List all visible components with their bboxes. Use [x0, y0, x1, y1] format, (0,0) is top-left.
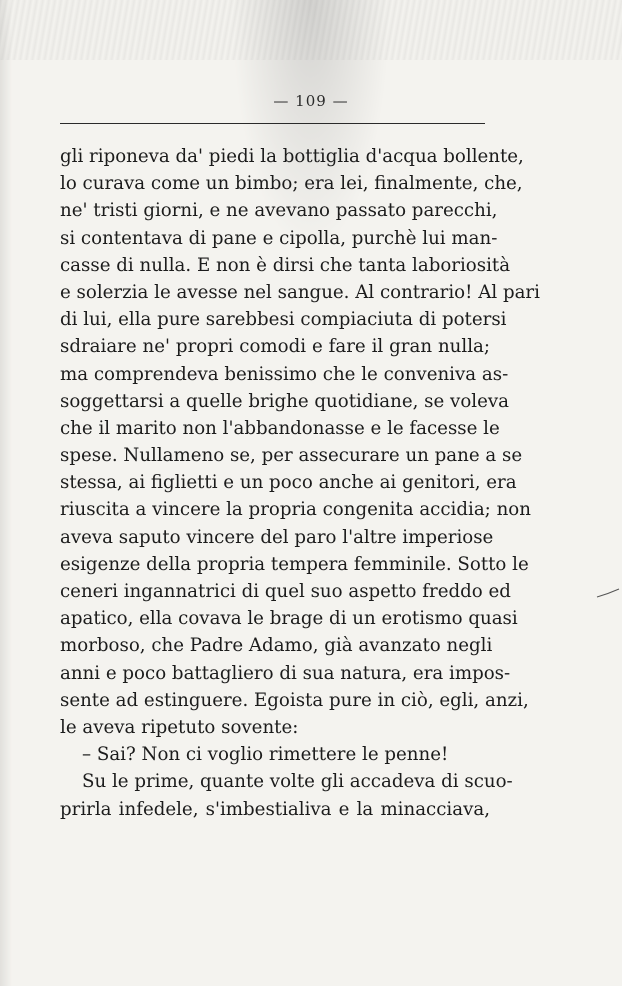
text-line: Su le prime, quante volte gli accadeva di scuo- [82, 771, 513, 793]
text-line: ceneri ingannatrici di quel suo aspetto freddo ed [60, 581, 511, 602]
body-text [60, 143, 540, 823]
scan-shadow [0, 0, 622, 60]
text-line: ne' tristi giorni, e ne avevano passato parecchi, [60, 200, 498, 222]
text-line: si contentava di pane e cipolla, purchè lui man- [60, 227, 498, 249]
text-line: prirla infedele, s'imbestialiva e la minacciava, [60, 798, 490, 820]
text-line: sdraiare ne' propri comodi e fare il gran nulla; [60, 336, 490, 358]
text-line: anni e poco battagliero di sua natura, era impos- [60, 662, 511, 684]
text-line: morboso, che Padre Adamo, già avanzato negli [60, 635, 493, 657]
text-line: casse di nulla. E non è dirsi che tanta laboriosità [60, 254, 511, 276]
text-line: che il marito non l'abbandonasse e le facesse le [60, 417, 500, 439]
text-line: le aveva ripetuto sovente: [60, 716, 299, 738]
text-line: gli riponeva da' piedi la bottiglia d'acqua bollente, [60, 146, 524, 167]
text-line: soggettarsi a quelle brighe quotidiane, se voleva [60, 390, 509, 412]
text-line: lo curava come un bimbo; era lei, finalmente, che, [60, 173, 523, 195]
text-line: spese. Nullameno se, per assecurare un pane a se [60, 445, 523, 467]
text-line: esigenze della propria tempera femminile. Sotto le [60, 553, 529, 575]
text-line: di lui, ella pure sarebbesi compiaciuta di potersi [60, 309, 507, 331]
text-line: stessa, ai figlietti e un poco anche ai genitori, era [60, 472, 517, 494]
text-line: e solerzia le avesse nel sangue. Al contrario! Al pari [60, 281, 540, 303]
page-number: — 109 — [273, 92, 349, 110]
dialogue-line: – Sai? Non ci voglio rimettere le penne! [82, 744, 449, 766]
text-line: riuscita a vincere la propria congenita accidia; non [60, 499, 531, 521]
text-line: apatico, ella covava le brage di un erotismo quasi [60, 608, 518, 630]
header-rule [60, 123, 485, 124]
text-line: aveva saputo vincere del paro l'altre imperiose [60, 526, 494, 548]
margin-mark [596, 588, 620, 598]
text-line: ma comprendeva benissimo che le conveniva as- [60, 363, 509, 385]
text-line: sente ad estinguere. Egoista pure in ciò, egli, anzi, [60, 689, 529, 711]
